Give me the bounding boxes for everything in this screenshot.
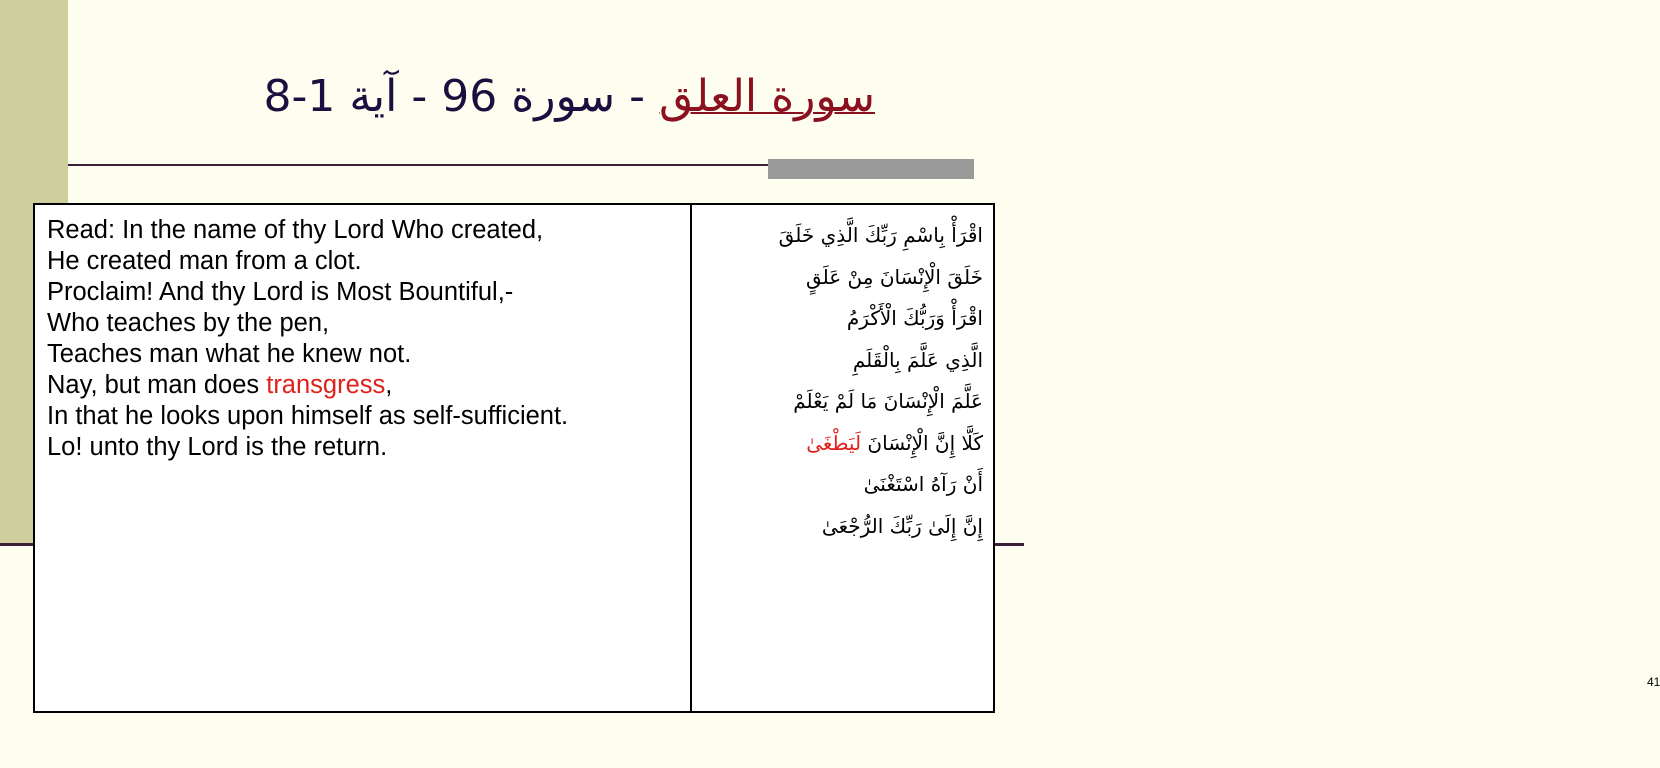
- arabic-verse-3: اقْرَأْ وَرَبُّكَ الْأَكْرَمُ: [846, 306, 983, 330]
- english-verse-6-start: Nay, but man does: [47, 371, 267, 399]
- slide-number: 41: [1647, 674, 1660, 689]
- surah-name-link[interactable]: سورة العلق: [658, 71, 875, 122]
- arabic-verse-6-start: كَلَّا إِنَّ الْإِنْسَانَ: [861, 430, 983, 455]
- arabic-verse-2: خَلَقَ الْإِنْسَانَ مِنْ عَلَقٍ: [805, 264, 983, 289]
- english-verse-1: Read: In the name of thy Lord Who created,: [47, 216, 544, 244]
- english-translation-column: [35, 205, 692, 711]
- english-verse-5: Teaches man what he knew not.: [47, 340, 412, 368]
- arabic-verse-6: [704, 423, 983, 465]
- arabic-verse-8: إِنَّ إِلَىٰ رَبِّكَ الرُّجْعَىٰ: [821, 513, 983, 538]
- arabic-verse-5: عَلَّمَ الْإِنْسَانَ مَا لَمْ يَعْلَمْ: [793, 389, 983, 413]
- verse-table: [33, 203, 1660, 713]
- english-verse-3: Proclaim! And thy Lord is Most Bountiful,-: [47, 278, 514, 306]
- arabic-verse-1: اقْرَأْ بِاسْمِ رَبِّكَ الَّذِي خَلَقَ: [778, 223, 983, 247]
- english-verse-4: Who teaches by the pen,: [47, 309, 330, 337]
- english-verse-2: He created man from a clot.: [47, 247, 362, 275]
- highlighted-word-arabic: لَيَطْغَىٰ: [806, 430, 862, 455]
- english-verse-6-end: ,: [385, 371, 393, 399]
- arabic-text-column: [692, 205, 1660, 711]
- title-rest: - سورة 96 - آية 1-8: [263, 71, 659, 122]
- english-verse-6: [47, 370, 680, 401]
- title-underline-rule: [68, 164, 778, 166]
- title-accent-bar: [768, 159, 974, 179]
- english-verse-8: Lo! unto thy Lord is the return.: [47, 433, 388, 461]
- arabic-verse-7: أَنْ رَآهُ اسْتَغْنَىٰ: [863, 472, 983, 496]
- slide-title: [100, 62, 875, 132]
- arabic-verse-4: الَّذِي عَلَّمَ بِالْقَلَمِ: [852, 347, 983, 372]
- highlighted-word-transgress: transgress: [266, 371, 386, 399]
- english-verse-7: In that he looks upon himself as self-sufficient.: [47, 402, 569, 430]
